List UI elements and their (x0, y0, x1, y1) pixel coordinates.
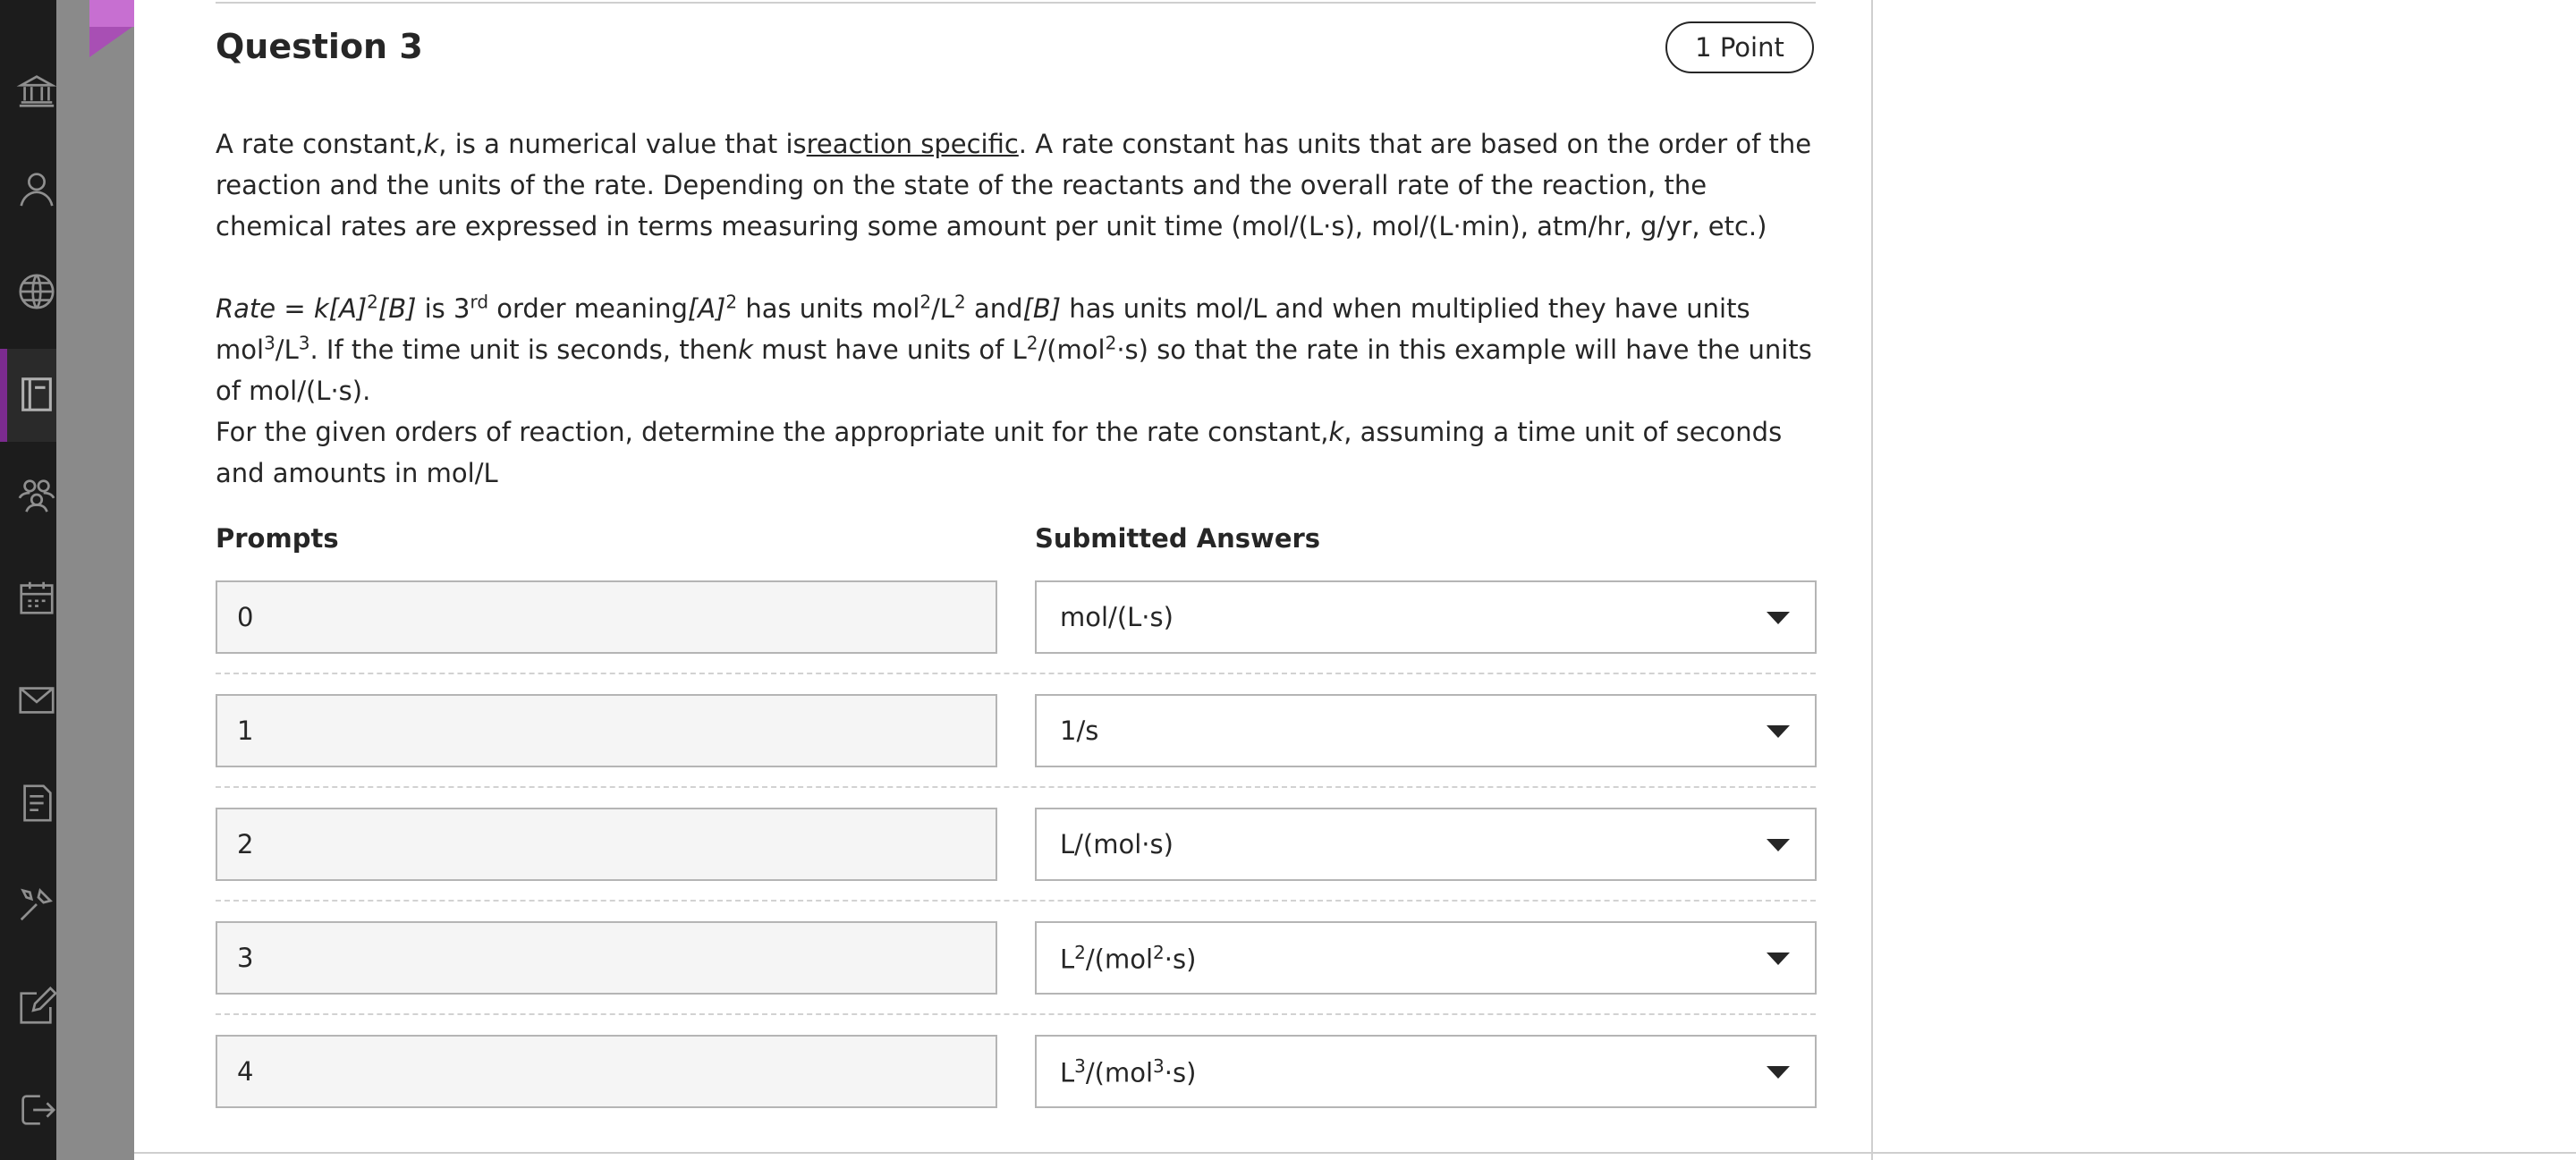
question-paragraph-3: For the given orders of reaction, determine the appropriate unit for the rate constant,k, assuming a time unit of seconds and amounts in mol/L (216, 417, 1783, 488)
question-title: Question 3 (216, 27, 423, 66)
answer-text: $L^2/(mol^2\cdot s)$ (1060, 941, 1197, 975)
organizations-icon[interactable] (16, 474, 57, 515)
institution-icon[interactable] (16, 70, 57, 111)
bookmark-fold (89, 27, 132, 57)
chevron-down-icon[interactable] (1767, 1066, 1790, 1079)
prompt-field: 4 (216, 1035, 997, 1108)
sign-out-icon[interactable] (16, 1089, 57, 1130)
answers-column-header: Submitted Answers (1035, 523, 1321, 554)
answer-text: L/(mol·s) (1060, 829, 1174, 859)
answer-select[interactable] (1035, 580, 1817, 654)
answer-select[interactable] (1035, 921, 1817, 995)
question-paragraph-2: Rate = $k[A]^2[B]$ is 3rd order $meaning[A]^2$ has units $mol^2/L^2$ and[B] has units mol/L and when multiplied they have units $mol^3/L^3$. If the time unit is seconds, thenk must have units of $L^2/(mol^2\cdot s)$ so that the rate in this example will have the units of mol/(L·s). (216, 291, 1812, 406)
row-divider (216, 1013, 1816, 1015)
nav-sidebar (0, 0, 56, 1160)
prompt-field: 1 (216, 694, 997, 767)
edit-icon[interactable] (16, 986, 57, 1028)
answer-text: $L^3/(mol^3\cdot s)$ (1060, 1054, 1197, 1088)
row-divider (216, 900, 1816, 902)
answer-select[interactable] (1035, 1035, 1817, 1108)
prompt-field: 2 (216, 808, 997, 881)
chevron-down-icon[interactable] (1767, 839, 1790, 851)
reaction-specific-link[interactable]: reaction specific (806, 129, 1019, 159)
chevron-down-icon[interactable] (1767, 725, 1790, 738)
prompts-column-header: Prompts (216, 523, 339, 554)
answer-select[interactable] (1035, 808, 1817, 881)
messages-icon[interactable] (16, 680, 57, 721)
question-paragraph-1: A rate constant,k, is a numerical value that isreaction specific. A rate constant has units that are based on the order of the reaction and the units of the rate. Depending on the state of the reactants and the overall rate of the reaction, the chemical rates are expressed in terms measuring some amount per unit time (mol/(L·s), mol/(L·min), atm/hr, g/yr, etc.) (216, 129, 1812, 241)
row-divider (216, 786, 1816, 788)
prompt-field: 0 (216, 580, 997, 654)
courses-icon[interactable] (16, 374, 57, 415)
globe-icon[interactable] (16, 271, 57, 312)
panel-divider (1871, 0, 1873, 1160)
bottom-rule (134, 1152, 2576, 1154)
answer-text: 1/s (1060, 715, 1099, 746)
nav-active-marker (0, 349, 7, 442)
top-rule (216, 2, 1816, 4)
row-divider (216, 673, 1816, 674)
answer-select[interactable] (1035, 694, 1817, 767)
profile-icon[interactable] (16, 168, 57, 209)
dim-overlay (56, 0, 134, 1160)
grades-icon[interactable] (16, 783, 57, 824)
points-badge: 1 Point (1665, 21, 1814, 73)
chevron-down-icon[interactable] (1767, 612, 1790, 624)
calendar-icon[interactable] (16, 577, 57, 618)
chevron-down-icon[interactable] (1767, 953, 1790, 965)
answer-text: mol/(L·s) (1060, 602, 1174, 632)
prompt-field: 3 (216, 921, 997, 995)
tools-icon[interactable] (16, 884, 57, 925)
